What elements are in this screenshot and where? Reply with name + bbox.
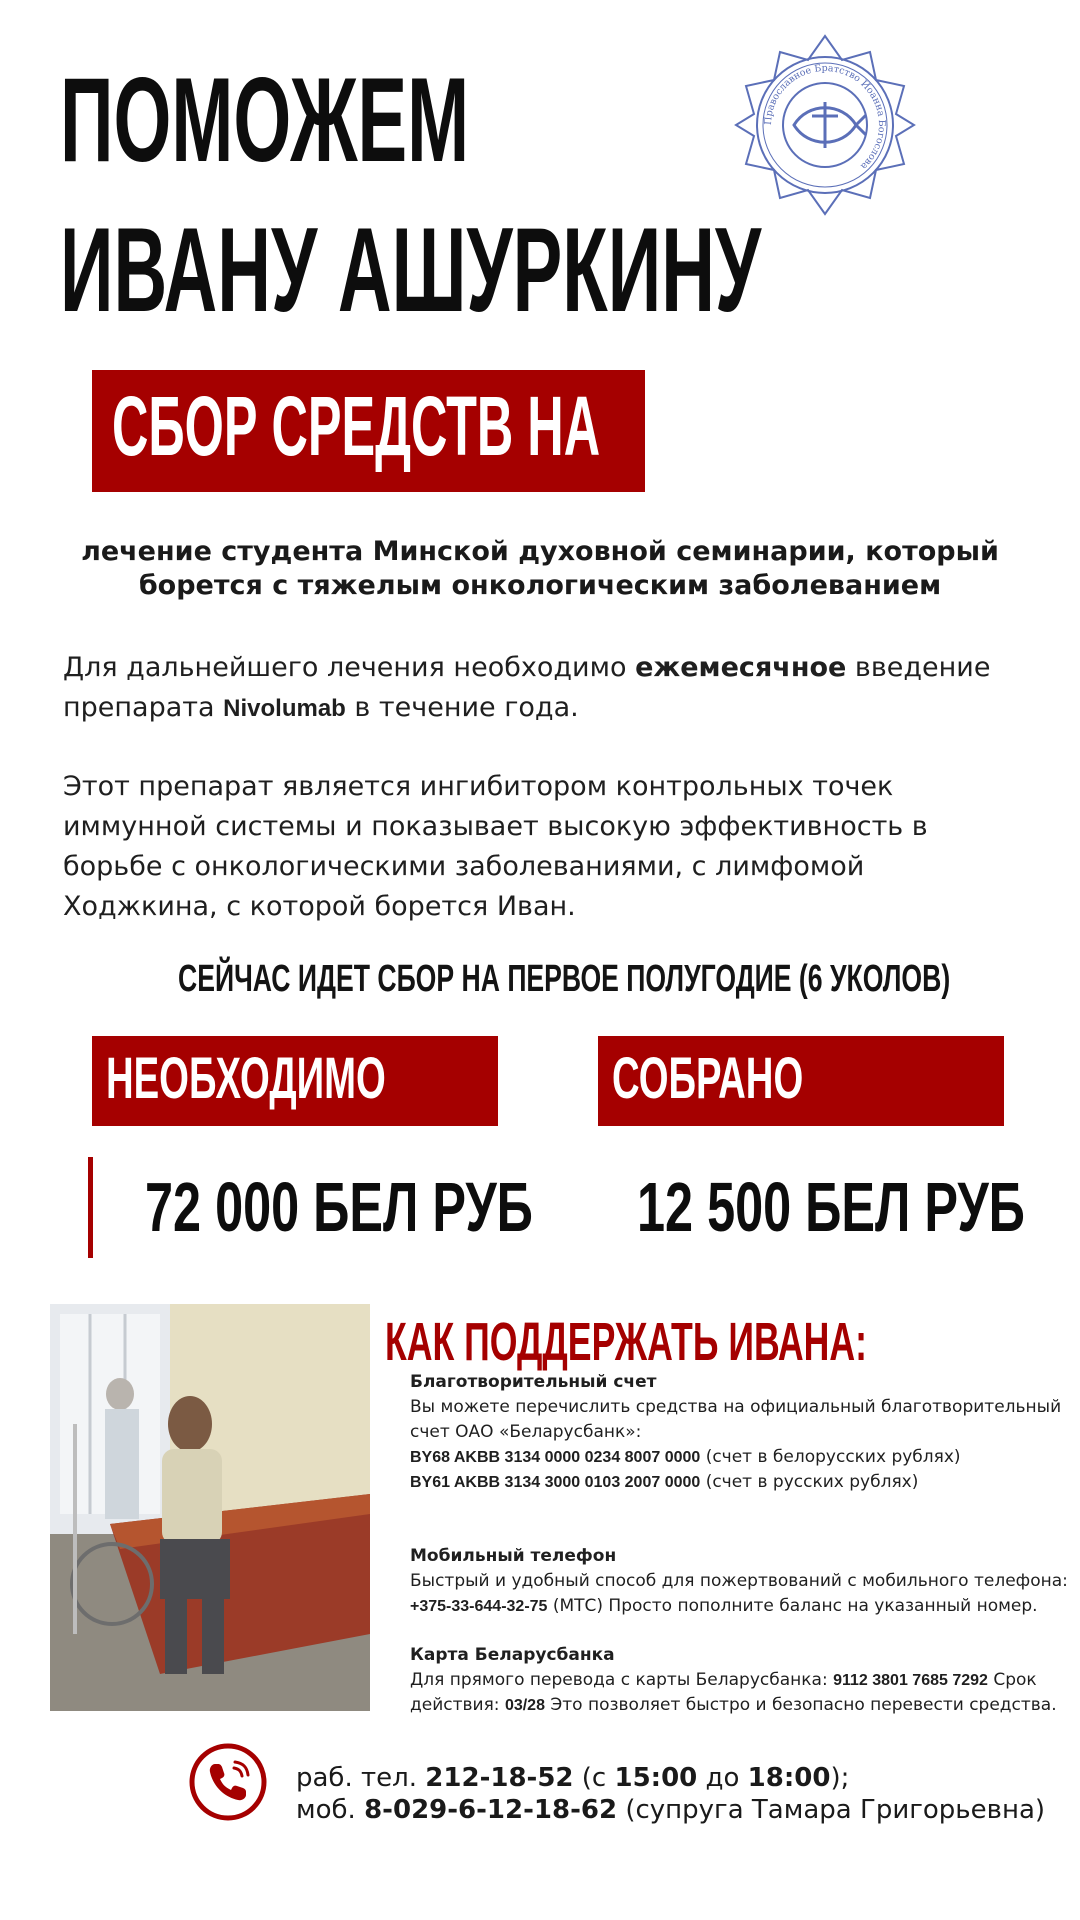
paragraph-emphasis: ежемесячное	[635, 652, 847, 683]
support-heading: КАК ПОДДЕРЖАТЬ ИВАНА:	[385, 1312, 867, 1372]
brotherhood-seal-logo	[730, 30, 920, 220]
rub-account-number[interactable]: BY61 AKBB 3134 3000 0103 2007 0000	[410, 1474, 701, 1491]
charity-account-block	[410, 1370, 1070, 1495]
mobile-donation-note: (МТС) Просто пополните баланс на указанный номер.	[547, 1596, 1038, 1616]
page-title-line-1: ПОМОЖЕМ	[60, 53, 470, 187]
contacts-block	[296, 1762, 1076, 1826]
treatment-paragraph	[63, 648, 1023, 729]
card-expiry-label: Срок действия:	[410, 1670, 1037, 1715]
mobile-donation-block	[410, 1544, 1070, 1619]
work-hours-text: (с	[573, 1763, 615, 1793]
mobile-contact-text: )	[1034, 1795, 1046, 1825]
subtitle: лечение студента Минской духовной семинарии, который борется с тяжелым онкологическим заболеванием	[81, 536, 999, 601]
byn-account-note: (счет в белорусских рублях)	[700, 1447, 961, 1467]
charity-account-heading: Благотворительный счет	[410, 1372, 657, 1392]
byn-account-number[interactable]: BY68 AKBB 3134 0000 0234 8007 0000	[410, 1449, 701, 1466]
work-hours-from: 15:00	[614, 1763, 698, 1793]
collection-heading: СЕЙЧАС ИДЕТ СБОР НА ПЕРВОЕ ПОЛУГОДИЕ (6 УКОЛОВ)	[178, 958, 951, 1000]
accent-divider	[88, 1157, 93, 1258]
mobile-phone-prefix: моб.	[296, 1795, 365, 1825]
byn-account-line	[410, 1445, 1070, 1470]
phone-icon	[188, 1742, 268, 1822]
mobile-contact-text: (	[617, 1795, 636, 1825]
card-donation-block	[410, 1643, 1070, 1718]
work-phone-line	[296, 1762, 1076, 1794]
fish-cross-seal-icon	[730, 30, 920, 220]
paragraph-text: Для дальнейшего лечения необходимо	[63, 652, 636, 683]
mobile-donation-heading: Мобильный телефон	[410, 1546, 617, 1566]
page-title-line-2: ИВАНУ АШУРКИНУ	[60, 203, 762, 337]
card-donation-heading: Карта Беларусбанка	[410, 1645, 615, 1665]
work-hours-to: 18:00	[747, 1763, 831, 1793]
rub-account-note: (счет в русских рублях)	[700, 1472, 919, 1492]
card-donation-text	[410, 1668, 1070, 1718]
charity-account-text: Вы можете перечислить средства на официальный благотворительный счет ОАО «Беларусбанк»:	[410, 1397, 1062, 1442]
drug-name: Nivolumab	[223, 695, 346, 722]
collected-label: СОБРАНО	[612, 1046, 804, 1111]
mobile-phone-line	[296, 1794, 1076, 1826]
card-text: Для прямого перевода с карты Беларусбанка:	[410, 1670, 834, 1690]
paragraph-text: в течение года.	[345, 692, 579, 723]
paragraph-text: введение препарата	[63, 652, 991, 723]
mobile-donation-number[interactable]: +375-33-644-32-75	[410, 1598, 548, 1615]
needed-amount: 72 000 БЕЛ РУБ	[145, 1168, 533, 1246]
drug-description-paragraph: Этот препарат является ингибитором контрольных точек иммунной системы и показывает высокую эффективность в борьбе с онкологическими заболеваниями, с лимфомой Ходжкина, с которой борется Иван.	[63, 771, 928, 922]
work-phone-prefix: раб. тел.	[296, 1763, 426, 1793]
collected-label-box	[598, 1036, 1004, 1126]
mobile-contact-person: супруга Тамара Григорьевна	[635, 1795, 1035, 1825]
seal-text: Православное Братство Иоанна Богослова	[762, 62, 888, 172]
card-expiry: 03/28	[504, 1697, 545, 1714]
work-hours-text: );	[830, 1763, 850, 1793]
mobile-phone-number[interactable]: 8-029-6-12-18-62	[364, 1795, 618, 1825]
card-number[interactable]: 9112 3801 7685 7292	[833, 1672, 988, 1689]
needed-label: НЕОБХОДИМО	[106, 1046, 386, 1111]
mobile-donation-text: Быстрый и удобный способ для пожертвований с мобильного телефона:	[410, 1571, 1068, 1591]
mobile-donation-line	[410, 1594, 1070, 1619]
fundraising-banner-text: СБОР СРЕДСТВ НА	[112, 379, 601, 473]
fundraising-banner	[92, 370, 645, 492]
collected-amount: 12 500 БЕЛ РУБ	[637, 1168, 1025, 1246]
patient-photo	[50, 1304, 370, 1711]
needed-label-box	[92, 1036, 498, 1126]
card-note: Это позволяет быстро и безопасно перевести средства.	[544, 1695, 1057, 1715]
work-hours-text: до	[697, 1763, 748, 1793]
work-phone-number[interactable]: 212-18-52	[425, 1763, 574, 1793]
rub-account-line	[410, 1470, 1070, 1495]
